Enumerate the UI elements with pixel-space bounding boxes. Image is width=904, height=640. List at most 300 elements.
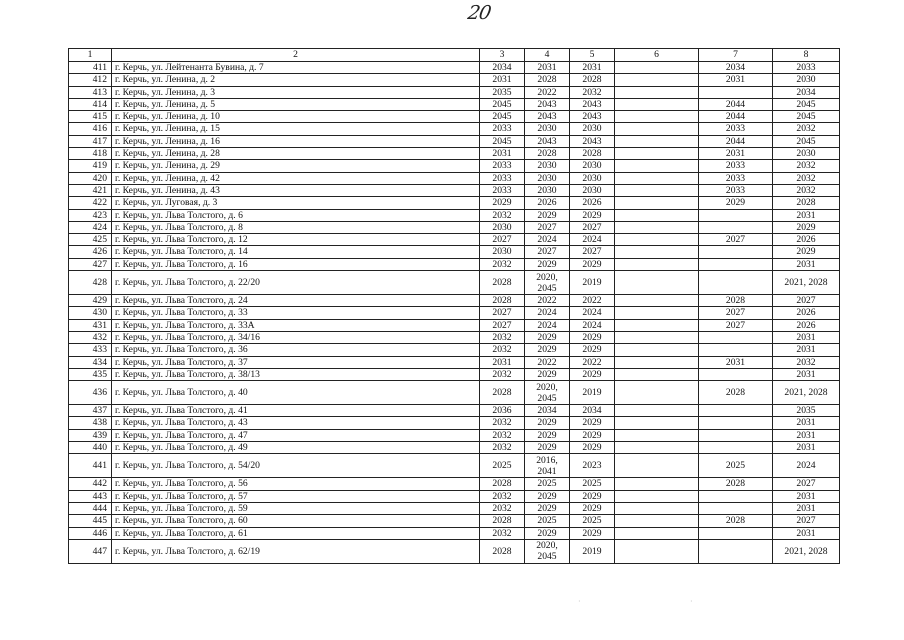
header-cell: 1 — [69, 49, 112, 62]
col3-cell: 2025 — [480, 454, 525, 478]
col5-cell: 2030 — [570, 172, 615, 184]
col7-cell: 2031 — [699, 148, 773, 160]
col6-cell — [615, 319, 699, 331]
col8-cell: 2026 — [773, 307, 840, 319]
col8-cell: 2024 — [773, 454, 840, 478]
col6-cell — [615, 307, 699, 319]
col7-cell — [699, 331, 773, 343]
col3-cell: 2032 — [480, 502, 525, 514]
table-row — [69, 123, 840, 135]
table-row — [69, 539, 840, 563]
col7-cell: 2029 — [699, 197, 773, 209]
table-row — [69, 74, 840, 86]
col4-cell: 2029 — [525, 527, 570, 539]
col6-cell — [615, 368, 699, 380]
col7-cell — [699, 502, 773, 514]
header-cell: 7 — [699, 49, 773, 62]
col8-cell: 2031 — [773, 258, 840, 270]
col4-cell: 2016, 2041 — [525, 454, 570, 478]
col8-cell: 2030 — [773, 148, 840, 160]
col4-cell: 2025 — [525, 478, 570, 490]
col7-cell: 2044 — [699, 135, 773, 147]
col7-cell: 2031 — [699, 74, 773, 86]
col6-cell — [615, 172, 699, 184]
col5-cell: 2025 — [570, 515, 615, 527]
address-cell: г. Керчь, ул. Ленина, д. 42 — [112, 172, 480, 184]
col4-cell: 2029 — [525, 429, 570, 441]
col3-cell: 2027 — [480, 234, 525, 246]
row-number-cell: 441 — [69, 454, 112, 478]
address-cell: г. Керчь, ул. Льва Толстого, д. 36 — [112, 344, 480, 356]
col8-cell: 2032 — [773, 184, 840, 196]
col7-cell: 2027 — [699, 307, 773, 319]
col3-cell: 2032 — [480, 331, 525, 343]
col7-cell: 2028 — [699, 478, 773, 490]
row-number-cell: 435 — [69, 368, 112, 380]
address-cell: г. Керчь, ул. Льва Толстого, д. 40 — [112, 381, 480, 405]
col4-cell: 2034 — [525, 405, 570, 417]
row-number-cell: 443 — [69, 490, 112, 502]
table-row — [69, 429, 840, 441]
col7-cell — [699, 246, 773, 258]
col5-cell: 2024 — [570, 307, 615, 319]
address-cell: г. Керчь, ул. Льва Толстого, д. 62/19 — [112, 539, 480, 563]
col7-cell — [699, 539, 773, 563]
col4-cell: 2043 — [525, 98, 570, 110]
col8-cell: 2027 — [773, 478, 840, 490]
address-cell: г. Керчь, ул. Льва Толстого, д. 43 — [112, 417, 480, 429]
col8-cell: 2031 — [773, 429, 840, 441]
row-number-cell: 425 — [69, 234, 112, 246]
col4-cell: 2022 — [525, 295, 570, 307]
table-row — [69, 135, 840, 147]
col4-cell: 2030 — [525, 123, 570, 135]
row-number-cell: 439 — [69, 429, 112, 441]
col3-cell: 2028 — [480, 478, 525, 490]
col8-cell: 2045 — [773, 135, 840, 147]
col4-cell: 2028 — [525, 74, 570, 86]
col3-cell: 2032 — [480, 527, 525, 539]
address-cell: г. Керчь, ул. Льва Толстого, д. 24 — [112, 295, 480, 307]
header-cell: 2 — [112, 49, 480, 62]
col8-cell: 2031 — [773, 331, 840, 343]
col3-cell: 2028 — [480, 295, 525, 307]
table-row — [69, 62, 840, 74]
col3-cell: 2031 — [480, 356, 525, 368]
table-row — [69, 258, 840, 270]
row-number-cell: 428 — [69, 271, 112, 295]
col4-cell: 2030 — [525, 184, 570, 196]
row-number-cell: 412 — [69, 74, 112, 86]
col8-cell: 2033 — [773, 62, 840, 74]
col5-cell: 2029 — [570, 344, 615, 356]
col4-cell: 2029 — [525, 209, 570, 221]
col5-cell: 2029 — [570, 442, 615, 454]
col6-cell — [615, 502, 699, 514]
col4-cell: 2026 — [525, 197, 570, 209]
table-row — [69, 417, 840, 429]
col5-cell: 2024 — [570, 319, 615, 331]
address-cell: г. Керчь, ул. Льва Толстого, д. 34/16 — [112, 331, 480, 343]
col3-cell: 2045 — [480, 111, 525, 123]
row-number-cell: 413 — [69, 86, 112, 98]
address-cell: г. Керчь, ул. Льва Толстого, д. 60 — [112, 515, 480, 527]
col3-cell: 2031 — [480, 74, 525, 86]
address-cell: г. Керчь, ул. Ленина, д. 29 — [112, 160, 480, 172]
col7-cell: 2027 — [699, 234, 773, 246]
table-row — [69, 98, 840, 110]
row-number-cell: 416 — [69, 123, 112, 135]
col5-cell: 2026 — [570, 197, 615, 209]
col4-cell: 2030 — [525, 172, 570, 184]
row-number-cell: 423 — [69, 209, 112, 221]
col5-cell: 2027 — [570, 246, 615, 258]
address-cell: г. Керчь, ул. Ленина, д. 43 — [112, 184, 480, 196]
col7-cell: 2044 — [699, 98, 773, 110]
row-number-cell: 424 — [69, 221, 112, 233]
table-row — [69, 442, 840, 454]
col6-cell — [615, 74, 699, 86]
header-cell: 4 — [525, 49, 570, 62]
col4-cell: 2027 — [525, 246, 570, 258]
col4-cell: 2027 — [525, 221, 570, 233]
row-number-cell: 420 — [69, 172, 112, 184]
col6-cell — [615, 62, 699, 74]
col7-cell — [699, 405, 773, 417]
col8-cell: 2027 — [773, 295, 840, 307]
col7-cell: 2033 — [699, 184, 773, 196]
col4-cell: 2029 — [525, 331, 570, 343]
col6-cell — [615, 197, 699, 209]
col8-cell: 2031 — [773, 209, 840, 221]
address-cell: г. Керчь, ул. Ленина, д. 2 — [112, 74, 480, 86]
col3-cell: 2036 — [480, 405, 525, 417]
housing-repair-schedule-table — [68, 48, 840, 564]
address-cell: г. Керчь, ул. Лейтенанта Бувина, д. 7 — [112, 62, 480, 74]
col4-cell: 2029 — [525, 368, 570, 380]
col4-cell: 2029 — [525, 442, 570, 454]
col8-cell: 2032 — [773, 123, 840, 135]
col8-cell: 2027 — [773, 515, 840, 527]
address-cell: г. Керчь, ул. Льва Толстого, д. 33А — [112, 319, 480, 331]
col5-cell: 2034 — [570, 405, 615, 417]
row-number-cell: 437 — [69, 405, 112, 417]
col3-cell: 2030 — [480, 221, 525, 233]
col5-cell: 2030 — [570, 184, 615, 196]
col8-cell: 2032 — [773, 356, 840, 368]
col5-cell: 2025 — [570, 478, 615, 490]
table-row — [69, 184, 840, 196]
col7-cell — [699, 86, 773, 98]
col6-cell — [615, 539, 699, 563]
col5-cell: 2029 — [570, 527, 615, 539]
table-row — [69, 307, 840, 319]
col3-cell: 2045 — [480, 98, 525, 110]
col6-cell — [615, 527, 699, 539]
col6-cell — [615, 246, 699, 258]
col4-cell: 2028 — [525, 148, 570, 160]
row-number-cell: 431 — [69, 319, 112, 331]
col5-cell: 2028 — [570, 74, 615, 86]
table-row — [69, 368, 840, 380]
col6-cell — [615, 271, 699, 295]
address-cell: г. Керчь, ул. Луговая, д. 3 — [112, 197, 480, 209]
col5-cell: 2043 — [570, 111, 615, 123]
col3-cell: 2032 — [480, 429, 525, 441]
table-row — [69, 344, 840, 356]
col6-cell — [615, 356, 699, 368]
col4-cell: 2024 — [525, 319, 570, 331]
col3-cell: 2033 — [480, 123, 525, 135]
col8-cell: 2026 — [773, 234, 840, 246]
col4-cell: 2020, 2045 — [525, 271, 570, 295]
table-row — [69, 515, 840, 527]
col7-cell — [699, 258, 773, 270]
col8-cell: 2031 — [773, 344, 840, 356]
col4-cell: 2024 — [525, 307, 570, 319]
col4-cell: 2029 — [525, 490, 570, 502]
col7-cell: 2034 — [699, 62, 773, 74]
col5-cell: 2027 — [570, 221, 615, 233]
col6-cell — [615, 331, 699, 343]
col7-cell: 2028 — [699, 515, 773, 527]
row-number-cell: 444 — [69, 502, 112, 514]
col4-cell: 2029 — [525, 344, 570, 356]
row-number-cell: 434 — [69, 356, 112, 368]
row-number-cell: 417 — [69, 135, 112, 147]
col7-cell — [699, 527, 773, 539]
col5-cell: 2019 — [570, 539, 615, 563]
col4-cell: 2043 — [525, 135, 570, 147]
table-row — [69, 490, 840, 502]
address-cell: г. Керчь, ул. Льва Толстого, д. 38/13 — [112, 368, 480, 380]
col8-cell: 2029 — [773, 221, 840, 233]
col3-cell: 2032 — [480, 368, 525, 380]
col3-cell: 2032 — [480, 490, 525, 502]
col6-cell — [615, 295, 699, 307]
col4-cell: 2029 — [525, 502, 570, 514]
scan-artifact: · — [578, 597, 581, 606]
col7-cell: 2028 — [699, 381, 773, 405]
col8-cell: 2028 — [773, 197, 840, 209]
row-number-cell: 432 — [69, 331, 112, 343]
col3-cell: 2033 — [480, 160, 525, 172]
col5-cell: 2019 — [570, 381, 615, 405]
row-number-cell: 426 — [69, 246, 112, 258]
table-header-row — [69, 49, 840, 62]
col8-cell: 2045 — [773, 98, 840, 110]
col6-cell — [615, 184, 699, 196]
address-cell: г. Керчь, ул. Льва Толстого, д. 22/20 — [112, 271, 480, 295]
col5-cell: 2022 — [570, 295, 615, 307]
col3-cell: 2028 — [480, 271, 525, 295]
col4-cell: 2025 — [525, 515, 570, 527]
col5-cell: 2043 — [570, 135, 615, 147]
col5-cell: 2030 — [570, 160, 615, 172]
address-cell: г. Керчь, ул. Льва Толстого, д. 16 — [112, 258, 480, 270]
col5-cell: 2029 — [570, 258, 615, 270]
row-number-cell: 445 — [69, 515, 112, 527]
address-cell: г. Керчь, ул. Ленина, д. 3 — [112, 86, 480, 98]
row-number-cell: 446 — [69, 527, 112, 539]
col5-cell: 2019 — [570, 271, 615, 295]
col3-cell: 2032 — [480, 417, 525, 429]
row-number-cell: 422 — [69, 197, 112, 209]
col6-cell — [615, 417, 699, 429]
col6-cell — [615, 258, 699, 270]
col8-cell: 2032 — [773, 172, 840, 184]
address-cell: г. Керчь, ул. Льва Толстого, д. 6 — [112, 209, 480, 221]
address-cell: г. Керчь, ул. Ленина, д. 15 — [112, 123, 480, 135]
col3-cell: 2032 — [480, 258, 525, 270]
col6-cell — [615, 405, 699, 417]
row-number-cell: 421 — [69, 184, 112, 196]
table-row — [69, 478, 840, 490]
col8-cell: 2032 — [773, 160, 840, 172]
header-cell: 8 — [773, 49, 840, 62]
col8-cell: 2031 — [773, 442, 840, 454]
address-cell: г. Керчь, ул. Льва Толстого, д. 8 — [112, 221, 480, 233]
col6-cell — [615, 86, 699, 98]
col3-cell: 2033 — [480, 184, 525, 196]
table-row — [69, 271, 840, 295]
col4-cell: 2029 — [525, 417, 570, 429]
col6-cell — [615, 515, 699, 527]
col8-cell: 2030 — [773, 74, 840, 86]
row-number-cell: 436 — [69, 381, 112, 405]
col7-cell — [699, 442, 773, 454]
col6-cell — [615, 221, 699, 233]
address-cell: г. Керчь, ул. Ленина, д. 10 — [112, 111, 480, 123]
col8-cell: 2031 — [773, 368, 840, 380]
col5-cell: 2029 — [570, 502, 615, 514]
header-cell: 6 — [615, 49, 699, 62]
col5-cell: 2043 — [570, 98, 615, 110]
col3-cell: 2028 — [480, 539, 525, 563]
col6-cell — [615, 344, 699, 356]
address-cell: г. Керчь, ул. Ленина, д. 28 — [112, 148, 480, 160]
row-number-cell: 429 — [69, 295, 112, 307]
table-row — [69, 356, 840, 368]
col5-cell: 2031 — [570, 62, 615, 74]
col8-cell: 2026 — [773, 319, 840, 331]
row-number-cell: 411 — [69, 62, 112, 74]
page-number: 20 — [466, 2, 493, 24]
address-cell: г. Керчь, ул. Льва Толстого, д. 47 — [112, 429, 480, 441]
col7-cell — [699, 344, 773, 356]
address-cell: г. Керчь, ул. Льва Толстого, д. 37 — [112, 356, 480, 368]
col7-cell — [699, 368, 773, 380]
col8-cell: 2031 — [773, 502, 840, 514]
col6-cell — [615, 98, 699, 110]
col6-cell — [615, 429, 699, 441]
col6-cell — [615, 111, 699, 123]
col8-cell: 2045 — [773, 111, 840, 123]
col7-cell — [699, 417, 773, 429]
col7-cell — [699, 429, 773, 441]
table-row — [69, 221, 840, 233]
scan-artifact: · — [690, 597, 693, 606]
row-number-cell: 430 — [69, 307, 112, 319]
col5-cell: 2028 — [570, 148, 615, 160]
address-cell: г. Керчь, ул. Льва Толстого, д. 41 — [112, 405, 480, 417]
table-row — [69, 502, 840, 514]
row-number-cell: 438 — [69, 417, 112, 429]
col3-cell: 2034 — [480, 62, 525, 74]
table-row — [69, 234, 840, 246]
col3-cell: 2027 — [480, 319, 525, 331]
address-cell: г. Керчь, ул. Льва Толстого, д. 33 — [112, 307, 480, 319]
table-row — [69, 295, 840, 307]
row-number-cell: 440 — [69, 442, 112, 454]
col6-cell — [615, 381, 699, 405]
table-row — [69, 331, 840, 343]
col7-cell: 2031 — [699, 356, 773, 368]
col7-cell: 2044 — [699, 111, 773, 123]
address-cell: г. Керчь, ул. Льва Толстого, д. 54/20 — [112, 454, 480, 478]
col8-cell: 2031 — [773, 417, 840, 429]
col3-cell: 2033 — [480, 172, 525, 184]
col6-cell — [615, 234, 699, 246]
address-cell: г. Керчь, ул. Льва Толстого, д. 49 — [112, 442, 480, 454]
col4-cell: 2022 — [525, 86, 570, 98]
address-cell: г. Керчь, ул. Льва Толстого, д. 59 — [112, 502, 480, 514]
col5-cell: 2024 — [570, 234, 615, 246]
col7-cell — [699, 221, 773, 233]
col3-cell: 2032 — [480, 209, 525, 221]
col5-cell: 2023 — [570, 454, 615, 478]
table-row — [69, 148, 840, 160]
address-cell: г. Керчь, ул. Льва Толстого, д. 61 — [112, 527, 480, 539]
col7-cell: 2028 — [699, 295, 773, 307]
address-cell: г. Керчь, ул. Ленина, д. 16 — [112, 135, 480, 147]
table-row — [69, 381, 840, 405]
header-cell: 3 — [480, 49, 525, 62]
col4-cell: 2029 — [525, 258, 570, 270]
col3-cell: 2028 — [480, 515, 525, 527]
col8-cell: 2021, 2028 — [773, 539, 840, 563]
col7-cell: 2033 — [699, 160, 773, 172]
col5-cell: 2030 — [570, 123, 615, 135]
col6-cell — [615, 454, 699, 478]
col4-cell: 2030 — [525, 160, 570, 172]
col3-cell: 2031 — [480, 148, 525, 160]
col4-cell: 2031 — [525, 62, 570, 74]
row-number-cell: 414 — [69, 98, 112, 110]
col5-cell: 2029 — [570, 490, 615, 502]
col6-cell — [615, 148, 699, 160]
col4-cell: 2020, 2045 — [525, 539, 570, 563]
row-number-cell: 442 — [69, 478, 112, 490]
col6-cell — [615, 442, 699, 454]
table-row — [69, 527, 840, 539]
address-cell: г. Керчь, ул. Льва Толстого, д. 14 — [112, 246, 480, 258]
col3-cell: 2032 — [480, 344, 525, 356]
col8-cell: 2031 — [773, 490, 840, 502]
row-number-cell: 427 — [69, 258, 112, 270]
col5-cell: 2029 — [570, 331, 615, 343]
col5-cell: 2029 — [570, 209, 615, 221]
table-row — [69, 319, 840, 331]
col5-cell: 2029 — [570, 429, 615, 441]
table-row — [69, 209, 840, 221]
col6-cell — [615, 478, 699, 490]
row-number-cell: 433 — [69, 344, 112, 356]
col3-cell: 2030 — [480, 246, 525, 258]
col3-cell: 2045 — [480, 135, 525, 147]
col7-cell: 2033 — [699, 172, 773, 184]
col3-cell: 2035 — [480, 86, 525, 98]
